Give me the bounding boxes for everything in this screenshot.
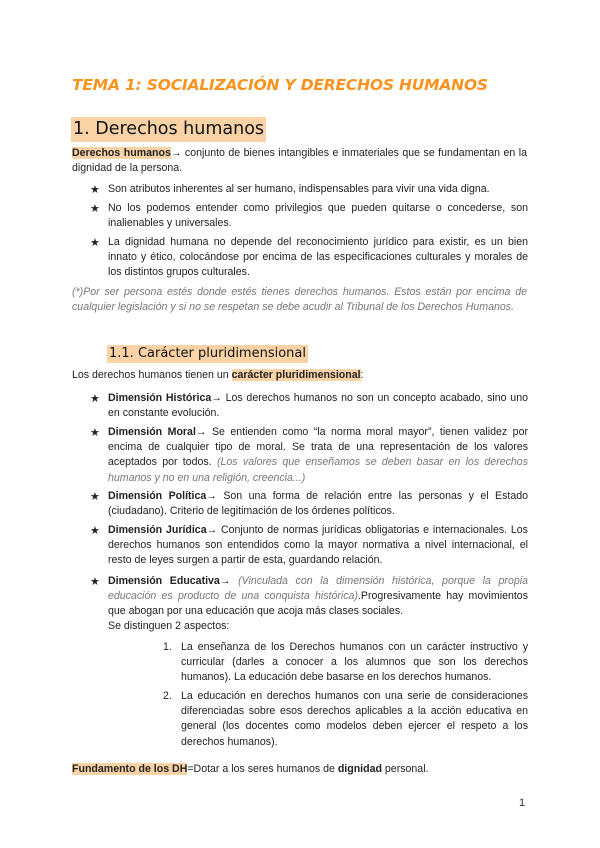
star-bullet-icon: ★ [90,524,100,537]
dimension-item-juridica [108,523,528,569]
dimension-item-politica [108,489,528,519]
list-item: Son atributos inherentes al ser humano, indispensables para vivir una vida digna. [108,183,490,195]
aspects-intro: Se distinguen 2 aspectos: [108,620,230,632]
aspect-item: La educación en derechos humanos con una serie de consideraciones diferenciadas sobre esos derechos aplicables a la acción educativa en general (los docentes como modelos deben ejercer el respeto a los derechos humanos). [181,690,528,748]
star-bullet-icon: ★ [90,183,100,196]
star-bullet-icon: ★ [90,575,100,588]
aspect-item: La enseñanza de los Derechos humanos con un carácter instructivo y curricular (darles a conocer a los alumnos que son los derechos humanos). La educación debe basarse en los derechos humanos. [181,641,528,684]
definition-text: → conjunto de bienes intangibles e inmateriales que se fundamentan en la dignidad de la persona. [72,147,527,175]
dimension-text: .Progresivamente hay movimientos que abogan por una educación que acoja más clases sociales. [108,590,529,618]
page-number: 1 [519,797,526,809]
intro-colon: : [360,369,364,381]
subsection-intro [72,368,527,383]
dimension-note: (Los valores que enseñamos se deben basar en los derechos humanos y no en una religión, creencia...) [108,456,528,484]
subsection-heading-pluridimensional: 1.1. Carácter pluridimensional [109,346,306,361]
fundamento-paragraph [72,762,527,777]
list-item: La dignidad humana no depende del reconocimiento jurídico para existir, es un bien innato y ético, colocándose por encima de las especificaciones culturales y morales de los distintos grupos culturales. [108,236,528,279]
dimension-item-moral [108,425,528,486]
intro-text: Los derechos humanos tienen un [72,369,232,381]
star-bullet-icon: ★ [90,236,100,249]
list-item: No los podemos entender como privilegios que pueden quitarse o concederse, son inalienables y universales. [108,202,528,230]
dimension-term: Dimensión Moral [108,426,196,438]
note-paragraph: (*)Por ser persona estés donde estés tienes derechos humanos. Estos están por encima de cualquier legislación y si no se respetan se debe acudir al Tribunal de los Derechos Humanos. [72,286,527,314]
definition-term: Derechos humanos [72,147,171,159]
dimension-text: → Son una forma de relación entre las personas y el Estado (ciudadano). Criterio de legitimación de los órdenes políticos. [108,490,529,518]
dimension-term: Dimensión Política [108,490,207,502]
dimension-term: Dimensión Educativa [108,575,220,587]
aspect-number: 1. [163,641,172,653]
fundamento-term: Fundamento de los DH [72,763,188,775]
dimension-note: (Vinculada con la dimensión histórica, porque la propia educación es producto de una conquista histórica) [108,575,528,603]
fundamento-end: personal. [381,763,429,775]
dimension-term: Dimensión Jurídica [108,524,207,536]
definition-paragraph [72,146,527,176]
dimension-term: Dimensión Histórica [108,392,212,404]
star-bullet-icon: ★ [90,392,100,405]
dimension-text: → Conjunto de normas jurídicas obligatorias e internacionales. Los derechos humanos son entendidos como la mayor normativa a nivel internacional, el resto de leyes surgen a partir de esta, guardando relación. [108,524,528,567]
dimension-arrow: → [219,575,239,587]
star-bullet-icon: ★ [90,426,100,439]
fundamento-text: =Dotar a los seres humanos de [187,763,338,775]
star-bullet-icon: ★ [90,490,100,503]
dimension-item-historica [108,391,528,421]
dimension-text: → Se entienden como “la norma moral mayor”, tienen validez por encima de cualquier tipo de moral. Se trata de una representación de los valores aceptados por todos. [108,426,528,469]
aspect-number: 2. [163,690,172,702]
star-bullet-icon: ★ [90,202,100,215]
section-heading-derechos-humanos: 1. Derechos humanos [71,117,266,142]
document-title: TEMA 1: SOCIALIZACIÓN Y DERECHOS HUMANOS [72,76,488,94]
dimension-item-educativa [108,574,528,620]
fundamento-bold: dignidad [337,763,382,775]
dimension-text: → Los derechos humanos no son un concepto acabado, sino uno en constante evolución. [108,392,528,420]
intro-term: carácter pluridimensional [231,369,361,381]
